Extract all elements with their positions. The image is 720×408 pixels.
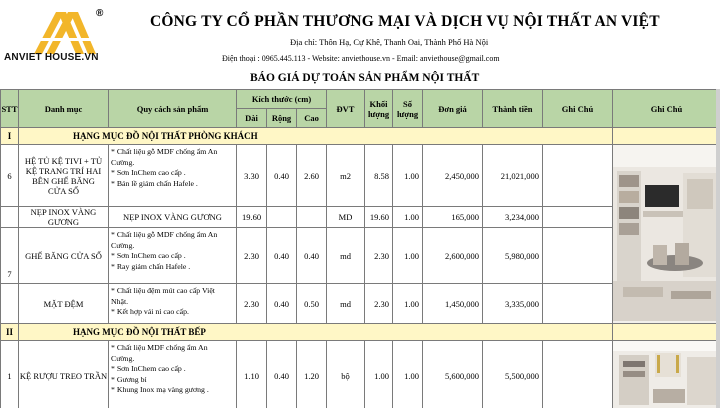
spec-line: Cường. (111, 240, 135, 250)
row-dai: 2.30 (237, 284, 267, 324)
row-spec (109, 284, 237, 324)
row-dvt: md (327, 228, 365, 284)
col-header-thanh-tien: Thành tiền (483, 90, 543, 128)
spec-line: * Sơn InChem cao cấp . (111, 364, 186, 373)
row-dai: 3.30 (237, 145, 267, 207)
row-name: GHẾ BĂNG CỬA SỔ (19, 228, 109, 284)
section-title: HẠNG MỤC ĐỒ NỘI THẤT BẾP (19, 324, 613, 341)
living-room-photo (613, 145, 720, 324)
kitchen-photo (613, 341, 720, 408)
row-rong: 0.40 (267, 284, 297, 324)
row-spec: NẸP INOX VÀNG GƯƠNG (109, 207, 237, 228)
spec-line: Cường. (111, 157, 135, 167)
row-so-luong: 1.00 (393, 341, 423, 408)
row-cao: 0.40 (297, 228, 327, 284)
col-header-stt: STT (1, 90, 19, 128)
row-note (543, 284, 613, 324)
spec-line: * Bản lề giảm chấn Hafele . (111, 178, 198, 188)
row-cao (297, 207, 327, 228)
spec-line: * Gương bỉ (111, 374, 147, 384)
col-header-kich-thuoc: Kích thước (cm) (237, 90, 327, 109)
section-roman: I (1, 128, 19, 145)
col-header-cao: Cao (297, 109, 327, 128)
spec-line: Cường. (111, 353, 135, 363)
col-header-rong: Rộng (267, 109, 297, 128)
quotation-table (0, 89, 720, 408)
company-address: Địa chỉ: Thôn Hạ, Cự Khê, Thanh Oai, Thành Phố Hà Nội (290, 37, 489, 47)
registered-mark: ® (96, 8, 104, 19)
spec-line: * Chất liệu MDF chống ẩm An (111, 343, 208, 352)
row-note (543, 207, 613, 228)
row-don-gia: 2,450,000 (423, 145, 483, 207)
spec-line: * Kết hợp vải nỉ cao cấp. (111, 307, 189, 316)
row-don-gia: 1,450,000 (423, 284, 483, 324)
row-note (543, 145, 613, 207)
row-dai: 19.60 (237, 207, 267, 228)
col-header-don-gia: Đơn giá (423, 90, 483, 128)
row-khoi-luong: 2.30 (365, 228, 393, 284)
row-khoi-luong: 2.30 (365, 284, 393, 324)
col-header-danh-muc: Danh mục (19, 90, 109, 128)
col-header-so-luong: Số lượng (393, 90, 423, 128)
spec-line: * Chất liệu đệm mút cao cấp Việt (111, 286, 215, 295)
row-stt: 7 (1, 228, 19, 284)
row-don-gia: 2,600,000 (423, 228, 483, 284)
row-cao: 1.20 (297, 341, 327, 408)
row-dai: 1.10 (237, 341, 267, 408)
spec-line: * Sơn InChem cao cấp . (111, 168, 186, 177)
row-dvt: MD (327, 207, 365, 228)
row-cao: 2.60 (297, 145, 327, 207)
row-name: NẸP INOX VÀNG GƯƠNG (19, 207, 109, 228)
section-roman: II (1, 324, 19, 341)
col-header-ghi-chu-1: Ghi Chú (543, 90, 613, 128)
row-name: KỆ RƯỢU TREO TRẦN (19, 341, 109, 408)
spec-line: * Sơn InChem cao cấp . (111, 251, 186, 260)
company-header (0, 0, 720, 90)
row-don-gia: 5,600,000 (423, 341, 483, 408)
row-thanh-tien: 3,234,000 (483, 207, 543, 228)
table-row (1, 341, 720, 408)
row-rong: 0.40 (267, 228, 297, 284)
col-header-quy-cach: Quy cách sản phẩm (109, 90, 237, 128)
living-room-render-image (613, 145, 720, 321)
row-dai: 2.30 (237, 228, 267, 284)
company-name: CÔNG TY CỔ PHẦN THƯƠNG MẠI VÀ DỊCH VỤ NỘI THẤT AN VIỆT (150, 13, 660, 30)
col-header-dai: Dài (237, 109, 267, 128)
section-title: HẠNG MỤC ĐỒ NỘI THẤT PHÒNG KHÁCH (19, 128, 613, 145)
row-spec (109, 145, 237, 207)
row-don-gia: 165,000 (423, 207, 483, 228)
spec-line: * Chất liệu gỗ MDF chống ẩm An (111, 147, 218, 156)
row-so-luong: 1.00 (393, 228, 423, 284)
section-photo-cell (613, 128, 720, 145)
row-note (543, 341, 613, 408)
scroll-edge (716, 89, 720, 408)
row-khoi-luong: 8.58 (365, 145, 393, 207)
spec-line: Nhật. (111, 296, 129, 306)
col-header-dvt: ĐVT (327, 90, 365, 128)
row-dvt: m2 (327, 145, 365, 207)
row-rong: 0.40 (267, 341, 297, 408)
kitchen-render-image (613, 341, 720, 408)
row-note (543, 228, 613, 284)
row-stt (1, 207, 19, 228)
row-so-luong: 1.00 (393, 145, 423, 207)
row-khoi-luong: 19.60 (365, 207, 393, 228)
row-rong (267, 207, 297, 228)
row-stt: 1 (1, 341, 19, 408)
row-so-luong: 1.00 (393, 207, 423, 228)
row-stt (1, 284, 19, 324)
row-thanh-tien: 5,980,000 (483, 228, 543, 284)
table-row (1, 207, 720, 228)
company-contact: Điện thoại : 0965.445.113 - Website: anviethouse.vn - Email: anviethouse@gmail.com (222, 54, 500, 63)
table-row (1, 145, 720, 207)
row-spec (109, 228, 237, 284)
spec-line: * Ray giảm chấn Hafele . (111, 261, 191, 271)
col-header-khoi-luong: Khối lượng (365, 90, 393, 128)
spec-line: * Khung Inox mạ vàng gương . (111, 385, 209, 394)
document-title: BÁO GIÁ DỰ TOÁN SẢN PHẨM NỘI THẤT (250, 72, 480, 84)
row-thanh-tien: 21,021,000 (483, 145, 543, 207)
row-dvt: md (327, 284, 365, 324)
spec-line: * Chất liệu gỗ MDF chống ẩm An (111, 230, 218, 239)
brand-name: ANVIET HOUSE.VN (4, 52, 99, 63)
row-so-luong: 1.00 (393, 284, 423, 324)
row-khoi-luong: 1.00 (365, 341, 393, 408)
row-dvt: bộ (327, 341, 365, 408)
table-row (1, 284, 720, 324)
row-name: HỆ TỦ KỆ TIVI + TỦ KỆ TRANG TRÍ HAI BÊN GHẾ BĂNG CỬA SỔ (19, 145, 109, 207)
section-photo-cell (613, 324, 720, 341)
col-header-ghi-chu-2: Ghi Chú (613, 90, 720, 128)
row-name: MẶT ĐỆM (19, 284, 109, 324)
row-thanh-tien: 5,500,000 (483, 341, 543, 408)
table-row (1, 228, 720, 284)
row-thanh-tien: 3,335,000 (483, 284, 543, 324)
row-cao: 0.50 (297, 284, 327, 324)
row-spec (109, 341, 237, 408)
row-rong: 0.40 (267, 145, 297, 207)
row-stt: 6 (1, 145, 19, 207)
